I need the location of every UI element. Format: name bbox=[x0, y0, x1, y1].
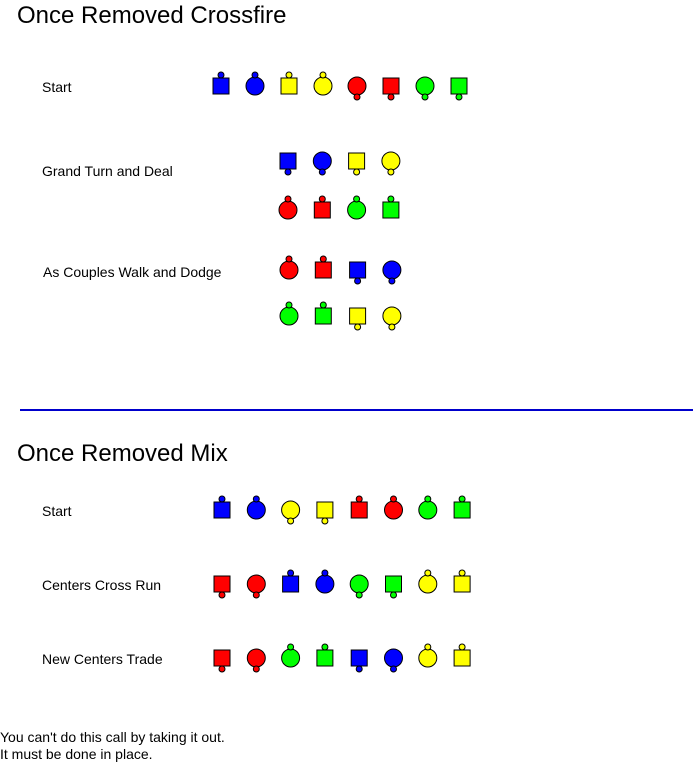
blue-circle-dancer bbox=[383, 261, 401, 284]
red-circle-dancer bbox=[279, 196, 297, 219]
blue-square-dancer bbox=[283, 570, 299, 592]
red-circle-dancer bbox=[348, 77, 366, 100]
blue-square-dancer bbox=[280, 153, 296, 175]
blue-circle-dancer bbox=[316, 570, 334, 593]
yellow-circle-dancer bbox=[282, 501, 300, 524]
yellow-circle-dancer bbox=[382, 152, 400, 175]
green-circle-dancer bbox=[350, 575, 368, 598]
red-square-dancer bbox=[314, 196, 330, 218]
red-square-dancer bbox=[214, 576, 230, 598]
green-circle-dancer bbox=[416, 77, 434, 100]
yellow-square-dancer bbox=[350, 308, 366, 330]
green-square-dancer bbox=[386, 576, 402, 598]
section-title-mix: Once Removed Mix bbox=[17, 440, 228, 467]
green-square-dancer bbox=[317, 644, 333, 666]
yellow-square-dancer bbox=[349, 153, 365, 175]
red-circle-dancer bbox=[247, 575, 265, 598]
yellow-square-dancer bbox=[281, 72, 297, 94]
red-circle-dancer bbox=[280, 256, 298, 279]
yellow-circle-dancer bbox=[419, 644, 437, 667]
yellow-square-dancer bbox=[454, 644, 470, 666]
green-square-dancer bbox=[454, 496, 470, 518]
step-label-grand-turn-and-deal: Grand Turn and Deal bbox=[42, 163, 173, 179]
blue-square-dancer bbox=[351, 650, 367, 672]
red-square-dancer bbox=[383, 78, 399, 100]
red-square-dancer bbox=[351, 496, 367, 518]
blue-circle-dancer bbox=[313, 152, 331, 175]
section-divider bbox=[20, 409, 693, 411]
green-circle-dancer bbox=[419, 496, 437, 519]
red-circle-dancer bbox=[247, 649, 265, 672]
red-circle-dancer bbox=[385, 496, 403, 519]
green-circle-dancer bbox=[280, 302, 298, 325]
step-label-crossfire-start: Start bbox=[42, 79, 72, 95]
section-title-crossfire: Once Removed Crossfire bbox=[17, 2, 287, 29]
yellow-circle-dancer bbox=[314, 72, 332, 95]
green-square-dancer bbox=[451, 78, 467, 100]
blue-circle-dancer bbox=[247, 496, 265, 519]
blue-circle-dancer bbox=[385, 649, 403, 672]
green-circle-dancer bbox=[282, 644, 300, 667]
step-label-new-centers-trade: New Centers Trade bbox=[42, 651, 163, 667]
step-label-as-couples-walk-and-dodge: As Couples Walk and Dodge bbox=[43, 264, 222, 280]
yellow-square-dancer bbox=[454, 570, 470, 592]
green-circle-dancer bbox=[348, 196, 366, 219]
green-square-dancer bbox=[383, 196, 399, 218]
red-square-dancer bbox=[214, 650, 230, 672]
note-line-2: It must be done in place. bbox=[0, 746, 153, 762]
blue-square-dancer bbox=[213, 72, 229, 94]
blue-circle-dancer bbox=[246, 72, 264, 95]
green-square-dancer bbox=[315, 302, 331, 324]
yellow-square-dancer bbox=[317, 502, 333, 524]
blue-square-dancer bbox=[350, 262, 366, 284]
red-square-dancer bbox=[315, 256, 331, 278]
note-line-1: You can't do this call by taking it out. bbox=[0, 729, 225, 745]
step-label-centers-cross-run: Centers Cross Run bbox=[42, 577, 162, 593]
step-label-mix-start: Start bbox=[42, 503, 72, 519]
yellow-circle-dancer bbox=[383, 307, 401, 330]
blue-square-dancer bbox=[214, 496, 230, 518]
yellow-circle-dancer bbox=[419, 570, 437, 593]
